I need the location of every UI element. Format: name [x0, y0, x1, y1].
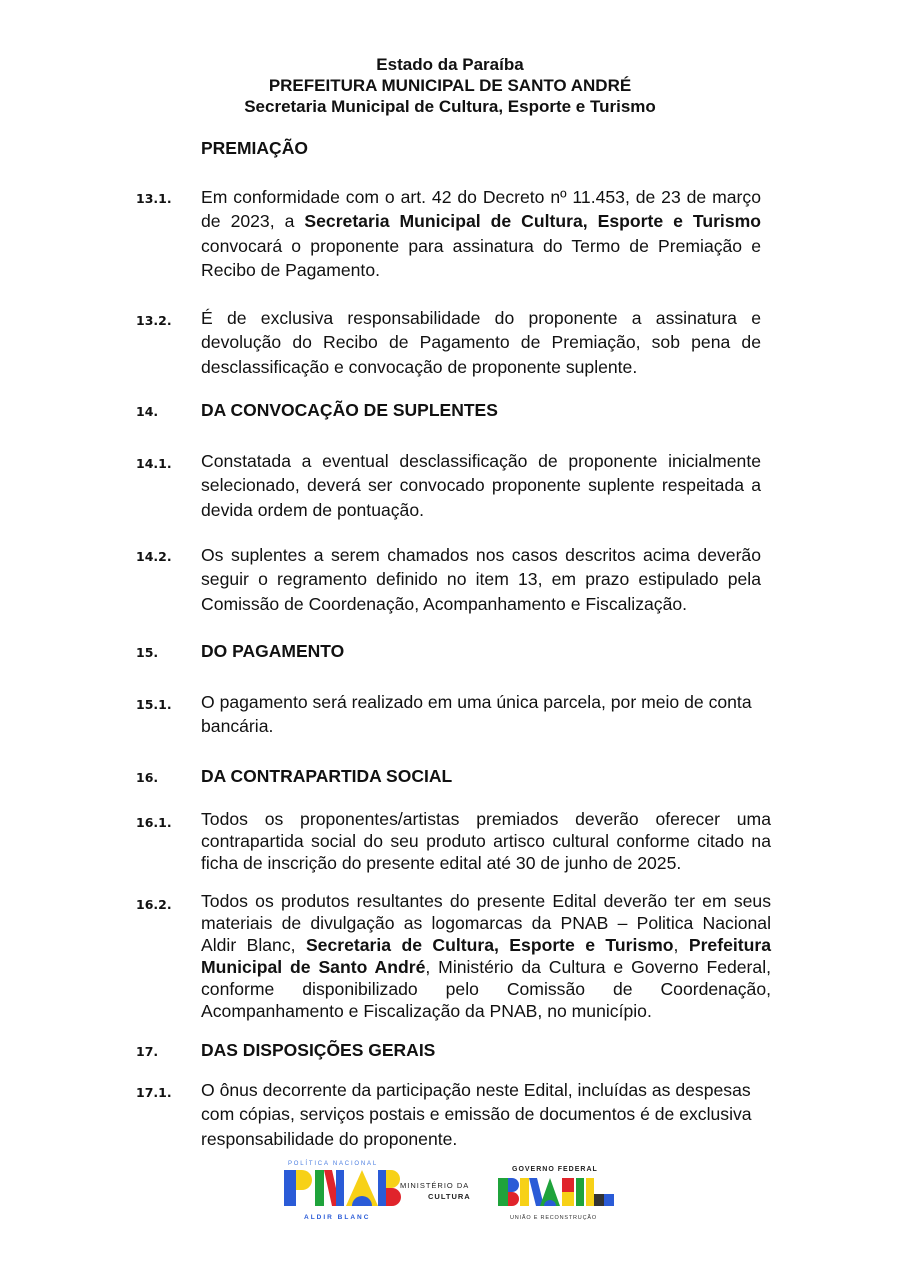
svg-text:MINISTÉRIO DA: MINISTÉRIO DA	[400, 1181, 470, 1190]
svg-text:CULTURA: CULTURA	[428, 1192, 471, 1201]
brasil-wordmark-icon	[498, 1178, 614, 1206]
item-number: 15.1.	[136, 697, 172, 712]
section-title-pagamento: DO PAGAMENTO	[201, 641, 345, 661]
section-title-disposicoes: DAS DISPOSIÇÕES GERAIS	[201, 1040, 436, 1060]
svg-text:POLÍTICA NACIONAL: POLÍTICA NACIONAL	[288, 1161, 378, 1167]
paragraph-14-2: Os suplentes a serem chamados nos casos descritos acima deverão seguir o regramento definido no item 13, em prazo estipulado pela Comissão de Coordenação, Acompanhamento e Fiscalização.	[201, 545, 761, 614]
paragraph-13-1: Em conformidade com o art. 42 do Decreto nº 11.453, de 23 de março de 2023, a Secretaria Municipal de Cultura, Esporte e Turismo convocará o proponente para assinatura do Termo de Premiação e Recibo de Pagamento.	[201, 187, 762, 280]
item-number: 17.1.	[136, 1085, 172, 1100]
paragraph-17-1: O ônus decorrente da participação neste Edital, incluídas as despesas com cópias, serviços postais e emissão de documentos é de exclusiva responsabilidade do proponente.	[201, 1080, 752, 1149]
item-number: 13.2.	[136, 313, 172, 328]
header-state: Estado da Paraíba	[376, 55, 524, 74]
header-secretaria: Secretaria Municipal de Cultura, Esporte e Turismo	[244, 97, 656, 116]
section-title-contrapartida: DA CONTRAPARTIDA SOCIAL	[201, 766, 453, 786]
paragraph-13-2: É de exclusiva responsabilidade do proponente a assinatura e devolução do Recibo de Pagamento de Premiação, sob pena de desclassificação e convocação de proponente suplente.	[201, 308, 761, 377]
paragraph-16-1: Todos os proponentes/artistas premiados deverão oferecer uma contrapartida social do seu produto artisco cultural conforme citado na ficha de inscrição do presente edital até 30 de junho de 2025.	[201, 809, 771, 873]
svg-text:UNIÃO E RECONSTRUÇÃO: UNIÃO E RECONSTRUÇÃO	[510, 1215, 597, 1221]
item-number: 16.2.	[136, 897, 172, 912]
pnab-ministerio-logo-icon	[282, 1158, 622, 1224]
section-title-premiacao: PREMIAÇÃO	[201, 138, 308, 158]
svg-text:GOVERNO FEDERAL: GOVERNO FEDERAL	[512, 1166, 598, 1173]
header-prefeitura: PREFEITURA MUNICIPAL DE SANTO ANDRÉ	[268, 76, 632, 95]
footer-logos	[282, 1158, 622, 1224]
item-number: 13.1.	[136, 191, 172, 206]
document-header	[0, 54, 900, 117]
section-number: 16.	[136, 770, 159, 785]
item-number: 16.1.	[136, 815, 172, 830]
svg-text:ALDIR BLANC: ALDIR BLANC	[304, 1214, 371, 1221]
section-number: 17.	[136, 1044, 159, 1059]
item-number: 14.2.	[136, 549, 172, 564]
section-title-suplentes: DA CONVOCAÇÃO DE SUPLENTES	[201, 400, 498, 420]
paragraph-15-1: O pagamento será realizado em uma única parcela, por meio de conta bancária.	[201, 692, 752, 737]
paragraph-16-2: Todos os produtos resultantes do presente Edital deverão ter em seus materiais de divulgação as logomarcas da PNAB – Politica Nacional Aldir Blanc, Secretaria de Cultura, Esporte e Turismo, Prefeitura Municipal de Santo André, Ministério da Cultura e Governo Federal, conforme disponibilizado pelo Comissão de Coordenação, Acompanhamento e Fiscalização da PNAB, no município.	[201, 891, 771, 1021]
item-number: 14.1.	[136, 456, 172, 471]
section-number: 15.	[136, 645, 159, 660]
paragraph-14-1: Constatada a eventual desclassificação de proponente inicialmente selecionado, deverá ser convocado proponente suplente respeitada a devida ordem de pontuação.	[201, 451, 761, 520]
section-number: 14.	[136, 404, 159, 419]
